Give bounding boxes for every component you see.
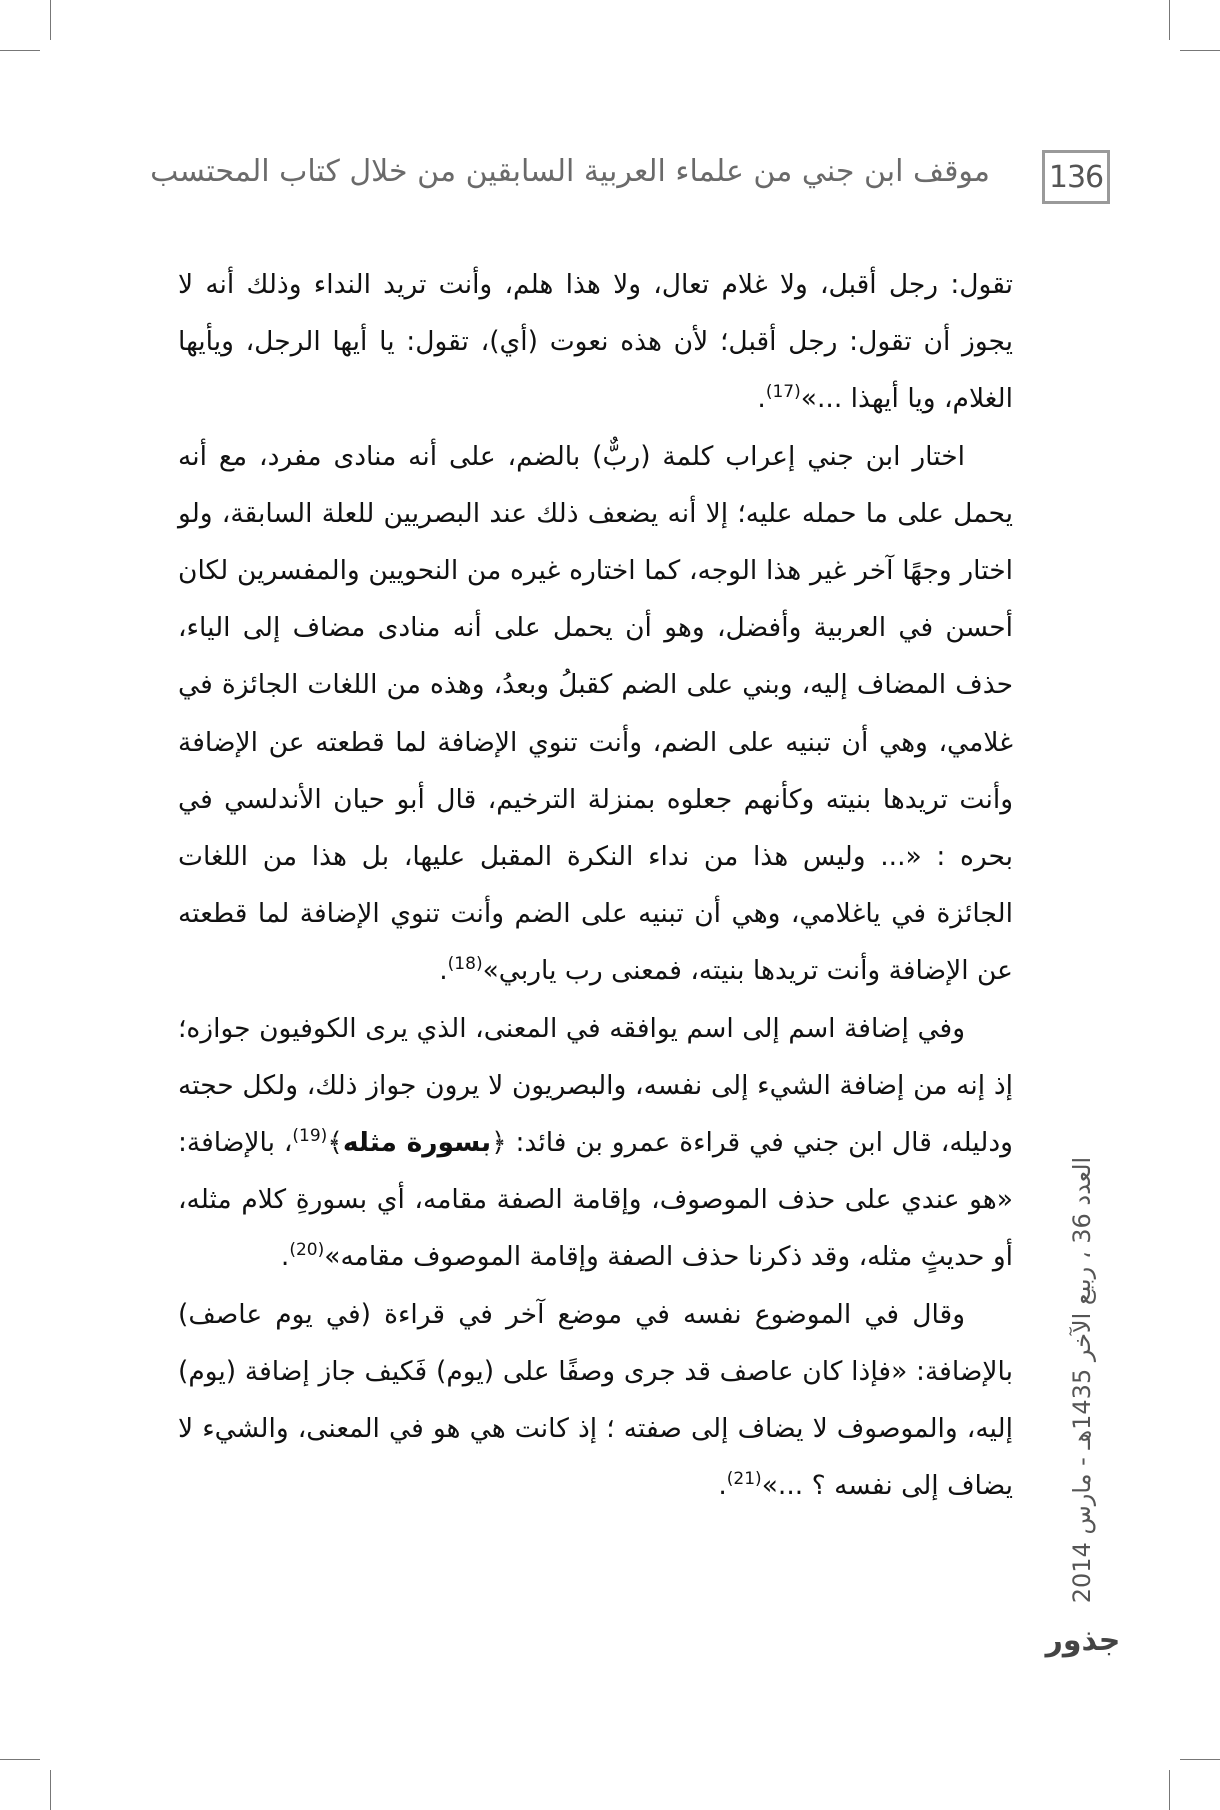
journal-logo: جذور xyxy=(1045,1622,1121,1658)
paragraph-end: . xyxy=(718,1470,727,1502)
paragraph xyxy=(178,256,1013,428)
paragraph-end: . xyxy=(757,383,766,415)
paragraph-text: وفي إضافة اسم إلى اسم يوافقه في المعنى، الذي يرى الكوفيون جوازه؛ إذ إنه من إضافة الشيء إلى نفسه، والبصريون لا يرون جواز ذلك، ولكل حجته ودليله، قال ابن جني في قراءة عمرو بن فائد: xyxy=(178,1012,1013,1159)
crop-mark xyxy=(1169,1770,1170,1810)
crop-mark xyxy=(50,0,51,40)
page-header xyxy=(150,150,1110,202)
footnote-ref: (17) xyxy=(765,382,801,403)
paragraph-text: ، بالإضافة: «هو عندي على حذف الموصوف، وإقامة الصفة مقامه، أي بسورةِ كلام مثله، أو حديثٍ مثله، وقد ذكرنا حذف الصفة وإقامة الموصوف مقامه» xyxy=(178,1127,1013,1273)
issue-info: العدد 36 ، ربيع الآخر 1435هـ - مارس 2014 xyxy=(1068,1156,1096,1604)
paragraph xyxy=(178,1000,1013,1286)
paragraph-text: اختار ابن جني إعراب كلمة (ربٌّ) بالضم، على أنه منادى مفرد، مع أنه يحمل على ما حمله عليه؛ إلا أنه يضعف ذلك عند البصريين للعلة السابقة، ولو اختار وجهًا آخر غير هذا الوجه، كما اختاره غيره من النحويين والمفسرين لكان أحسن في العربية وأفضل، وهو أن يحمل على أنه منادى مضاف إلى الياء، حذف المضاف إليه، وبني على الضم كقبلُ وبعدُ، وهذه من اللغات الجائزة في غلامي، وهي أن تبنيه على الضم، وأنت تنوي الإضافة لما قطعته عن الإضافة وأنت تريدها بنيته وكأنهم جعلوه بمنزلة الترخيم، قال أبو حيان الأندلسي في بحره : «... وليس هذا من نداء النكرة المقبل عليها، بل هذا من اللغات الجائزة في ياغلامي، وهي أن تبنيه على الضم وأنت تنوي الإضافة لما قطعته عن الإضافة وأنت تريدها بنيته، فمعنى رب ياربي» xyxy=(178,440,1013,987)
crop-mark xyxy=(0,50,40,51)
footnote-ref: (18) xyxy=(447,954,483,975)
footnote-ref: (19) xyxy=(292,1126,328,1147)
paragraph xyxy=(178,428,1013,1000)
page-number: 136 xyxy=(1042,150,1110,204)
body-text xyxy=(178,256,1013,1514)
paragraph-end: . xyxy=(439,955,448,987)
crop-mark xyxy=(1180,1759,1220,1760)
issue-sidebar xyxy=(1060,1150,1104,1610)
quran-bracket: ﴾ xyxy=(327,1127,343,1159)
crop-mark xyxy=(0,1759,40,1760)
crop-mark xyxy=(1180,50,1220,51)
quran-bracket: ﴿ xyxy=(491,1127,507,1159)
crop-mark xyxy=(1169,0,1170,40)
footnote-ref: (21) xyxy=(726,1469,762,1490)
paragraph-text: وقال في الموضوع نفسه في موضع آخر في قراءة (في يوم عاصف) بالإضافة: «فإذا كان عاصف قد جرى وصفًا على (يوم) فَكيف جاز إضافة (يوم) إليه، والموصوف لا يضاف إلى صفته ؛ إذ كانت هي هو في المعنى، والشيء لا يضاف إلى نفسه ؟ ...» xyxy=(178,1298,1013,1502)
paragraph-text: تقول: رجل أقبل، ولا غلام تعال، ولا هذا هلم، وأنت تريد النداء وذلك أنه لا يجوز أن تقول: رجل أقبل؛ لأن هذه نعوت (أي)، تقول: يا أيها الرجل، ويأيها الغلام، ويا أيهذا ...» xyxy=(178,269,1013,415)
footnote-ref: (20) xyxy=(289,1240,325,1261)
paragraph-end: . xyxy=(280,1241,290,1273)
running-title: موقف ابن جني من علماء العربية السابقين من خلال كتاب المحتسب xyxy=(150,154,990,189)
crop-mark xyxy=(50,1770,51,1810)
quran-quote: بسورة مثله xyxy=(342,1127,492,1159)
paragraph xyxy=(178,1286,1013,1515)
